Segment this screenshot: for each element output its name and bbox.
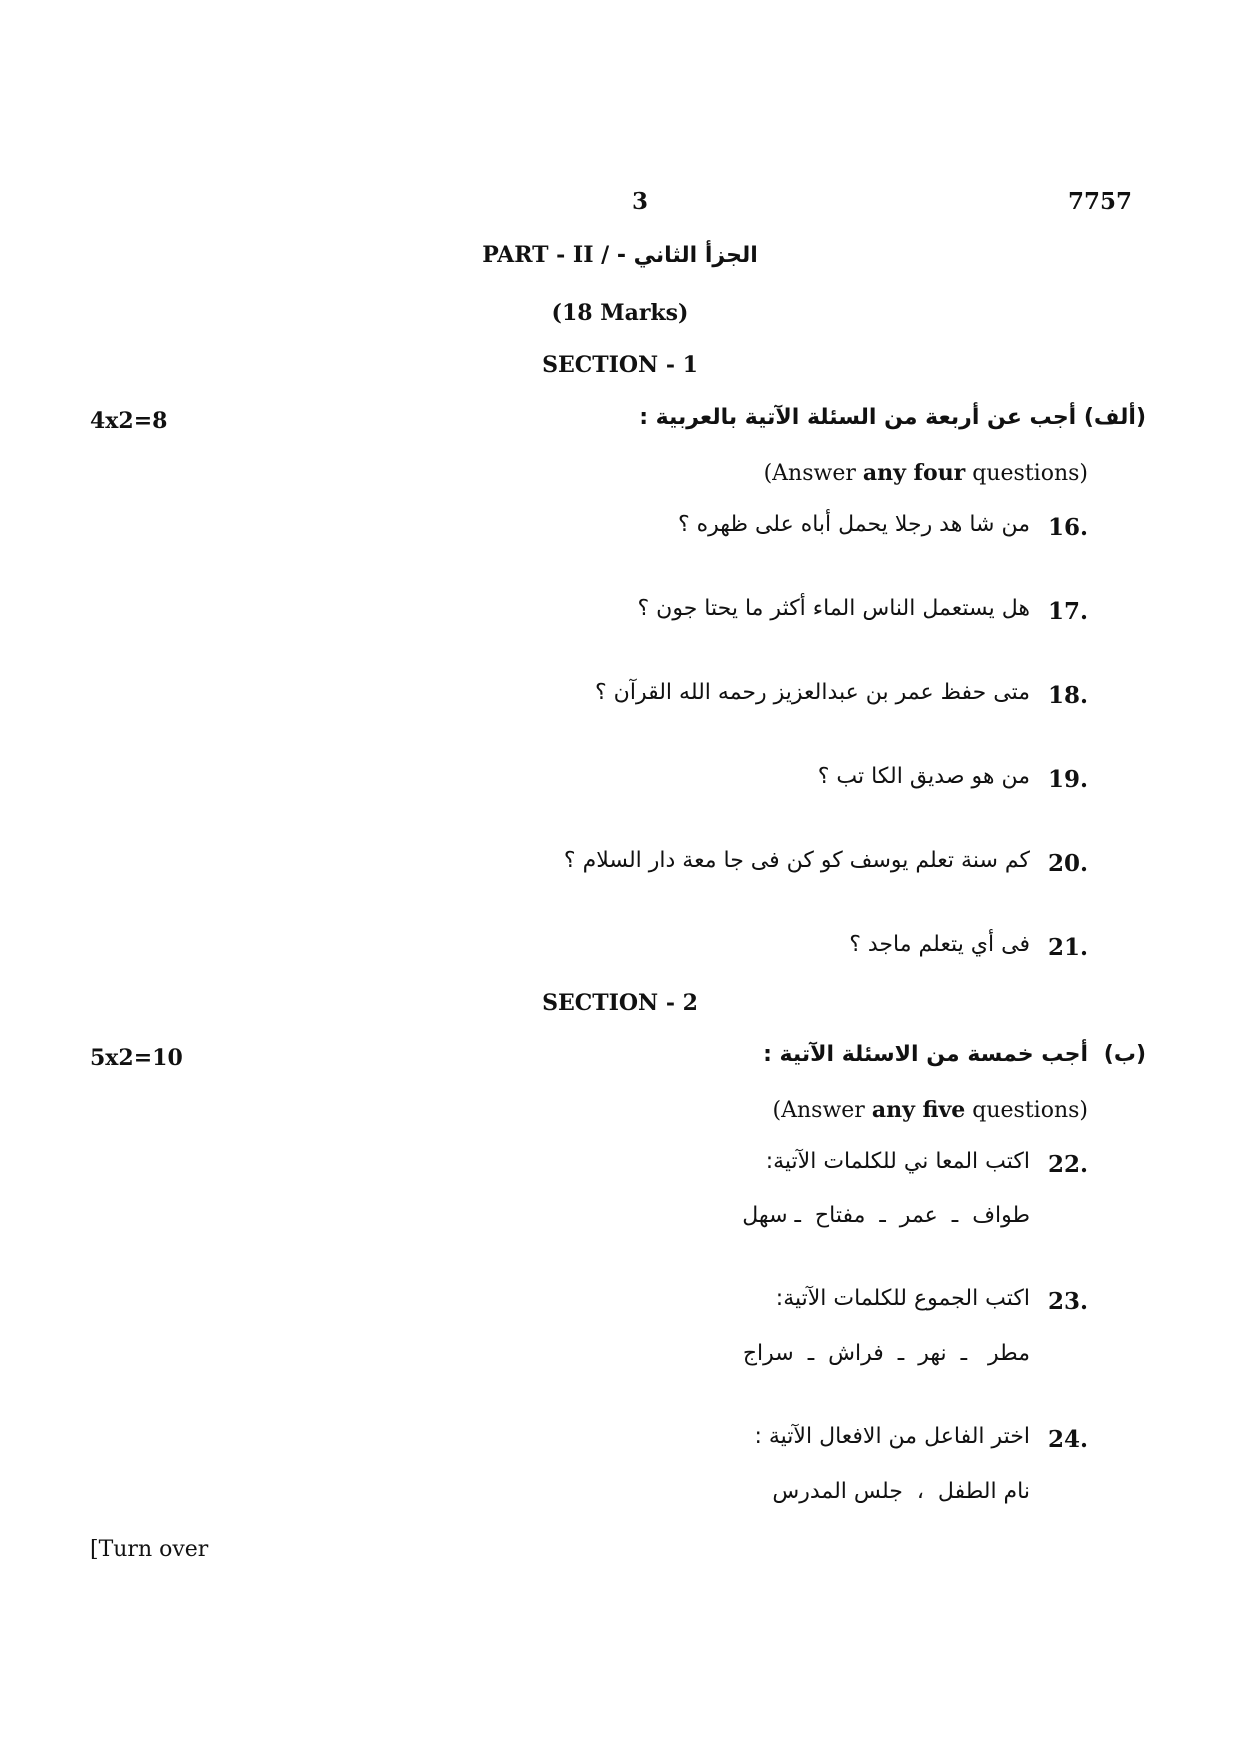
question-text: من هو صديق الكا تب ؟ [817,764,1030,789]
question-text: فى أي يتعلم ماجد ؟ [849,932,1030,957]
marks-total: (18 Marks) [551,300,689,326]
section-1-answer-note [764,460,1088,486]
section-2-marks: 5x2=10 [90,1045,183,1071]
question-number: 24. [1047,1426,1088,1453]
question-text: من شا هد رجلا يحمل أباه على ظهره ؟ [677,512,1030,537]
answer-note-bold: any five [871,1097,966,1123]
question-text: اكتب الجموع للكلمات الآتية: [775,1286,1030,1311]
question-text: اكتب المعا ني للكلمات الآتية: [765,1149,1030,1174]
part-heading-separator: / [593,242,617,268]
turn-over-note: [Turn over [90,1537,209,1562]
question-number: 23. [1047,1288,1088,1315]
answer-note-prefix: (Answer [772,1098,872,1123]
question-number: 17. [1047,598,1088,625]
page-number: 3 [632,188,649,215]
question-text: متى حفظ عمر بن عبدالعزيز رحمه الله القرآن ؟ [595,680,1030,705]
section-1-instruction: (ألف) أجب عن أربعة من السئلة الآتية بالعربية : [639,405,1146,430]
paper-code: 7757 [1068,188,1133,215]
question-text: اختر الفاعل من الافعال الآتية : [754,1424,1030,1449]
answer-note-suffix: questions) [965,461,1088,486]
question-subtext: مطر ـ نهر ـ فراش ـ سراج [742,1341,1030,1366]
section-2-instruction: أجب خمسة من الاسئلة الآتية : [763,1042,1088,1067]
question-number: 22. [1047,1151,1088,1178]
question-text: كم سنة تعلم يوسف كو كن فى جا معة دار السلام ؟ [563,848,1030,873]
question-number: 19. [1047,766,1088,793]
section-2-answer-note [773,1097,1088,1123]
question-subtext: طواف ـ عمر ـ مفتاح ـ سهل [742,1203,1030,1228]
question-subtext: نام الطفل ، جلس المدرس [772,1479,1030,1504]
section-1-marks: 4x2=8 [90,408,168,434]
question-number: 18. [1047,682,1088,709]
answer-note-suffix: questions) [965,1098,1088,1123]
answer-note-bold: any four [862,460,966,486]
answer-note-prefix: (Answer [763,461,863,486]
question-number: 16. [1047,514,1088,541]
section-1-title: SECTION - 1 [542,352,698,378]
question-text: هل يستعمل الناس الماء أكثر ما يحتا جون ؟ [637,596,1030,621]
section-2-label: (ب) [1103,1042,1146,1067]
part-heading-en: PART - II [482,242,594,268]
part-heading-ar: الجزأ الثاني - [616,243,758,268]
section-2-title: SECTION - 2 [542,990,698,1016]
question-number: 21. [1047,934,1088,961]
question-number: 20. [1047,850,1088,877]
part-heading [0,242,1240,268]
